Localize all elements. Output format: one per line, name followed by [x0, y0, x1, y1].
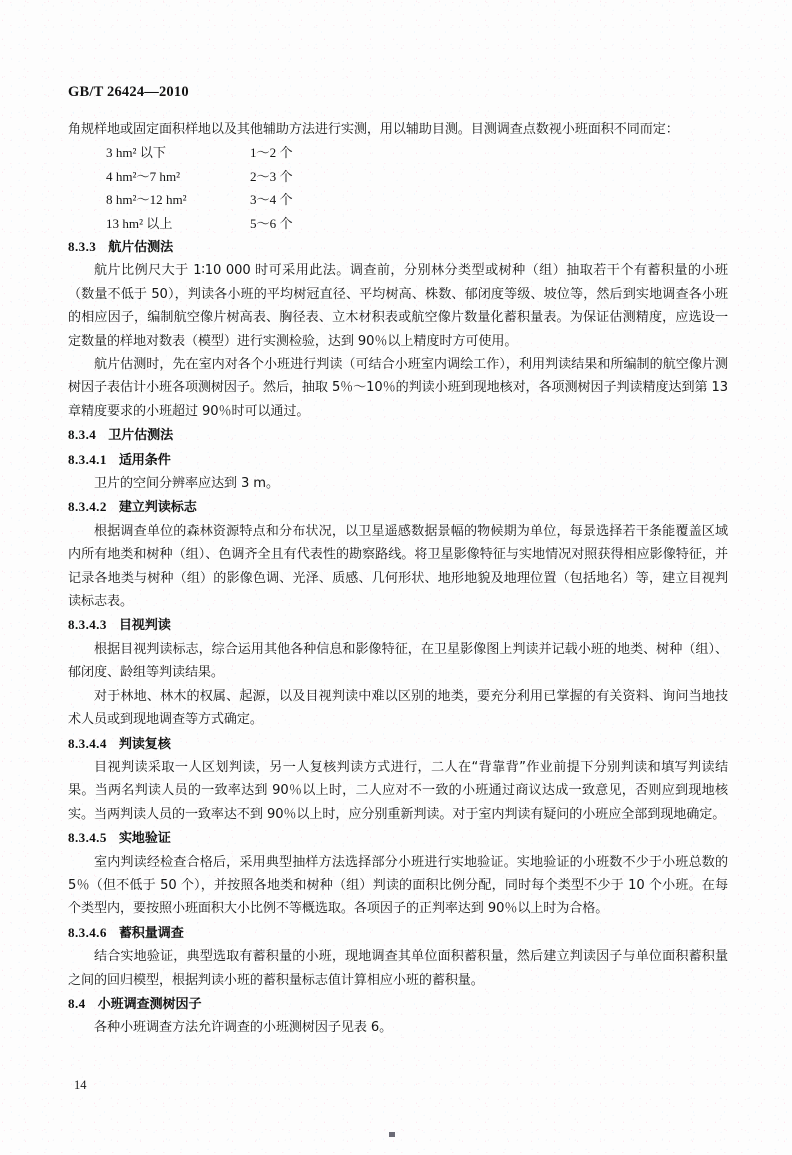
section-paragraph: 根据目视判读标志，综合运用其他各种信息和影像特征，在卫星影像图上判读并记载小班的地类、树种（组）、郁闭度、龄组等判读结果。: [68, 641, 728, 681]
section-heading-8-3-4-1: [68, 448, 728, 472]
section-title: 判读复核: [118, 736, 171, 752]
area-value: 4 hm²～7 hm²: [106, 168, 181, 184]
section-number: 8.4: [68, 995, 86, 1011]
section-title: 目视判读: [118, 618, 171, 634]
section-title: 卫片估测法: [108, 428, 174, 444]
section-paragraph: 航片比例尺大于 1∶10 000 时可采用此法。调查前，分别林分类型或树种（组）抽取若干个有蓄积量的小班（数量不低于 50），判读各小班的平均树冠直径、平均树高、株数、郁闭度等级、坡位等，然后到实地调查各小班的相应因子，编制航空像片树高表、胸径表、立木材积表或航空像片数量化蓄积量表。为保证估测精度，应选设一定数量的样地对数表（模型）进行实测检验，达到 90％以上精度时方可使用。: [68, 263, 728, 349]
section-heading-8-3-4-4: [68, 732, 728, 756]
section-paragraph: 结合实地验证，典型选取有蓄积量的小班，现地调查其单位面积蓄积量，然后建立判读因子与单位面积蓄积量之间的回归模型，根据判读小班的蓄积量标志值计算相应小班的蓄积量。: [68, 949, 728, 988]
section-number: 8.3.4.2: [68, 499, 107, 515]
section-title: 航片估测法: [108, 239, 174, 255]
list-item: [68, 141, 728, 164]
area-point-list: [68, 141, 728, 235]
section-number: 8.3.3: [68, 238, 97, 254]
section-paragraph: 室内判读经检查合格后，采用典型抽样方法选择部分小班进行实地验证。实地验证的小班数不少于小班总数的 5％（但不低于 50 个），并按照各地类和树种（组）判读的面积比例分配，同时每个类型不少于 10 个小班。在每个类型内，要按照小班面积大小比例不等概选取。各项因子的正判率达到 90％以上时为合格。: [68, 854, 728, 917]
area-value: 3 hm² 以下: [106, 145, 166, 161]
section-heading-8-3-4-2: [68, 495, 728, 519]
section-paragraph: 对于林地、林木的权属、起源，以及目视判读中难以区别的地类，要充分利用已掌握的有关资料、询问当地技术人员或到现地调查等方式确定。: [68, 688, 728, 728]
page-body: [68, 118, 728, 1040]
points-value: 2～3 个: [250, 168, 293, 184]
list-item: [68, 165, 728, 188]
points-value: 5～6 个: [250, 215, 293, 231]
standard-number-header: GB/T 26424—2010: [68, 84, 189, 100]
section-heading-8-3-3: [68, 235, 728, 259]
section-paragraph: 航片估测时，先在室内对各个小班进行判读（可结合小班室内调绘工作），利用判读结果和所编制的航空像片测树因子表估计小班各项测树因子。然后，抽取 5％～10％的判读小班到现地核对，各项测树因子判读精度达到第 13 章精度要求的小班超过 90％时可以通过。: [68, 357, 728, 419]
section-title: 小班调查测树因子: [97, 996, 202, 1012]
area-value: 8 hm²～12 hm²: [106, 192, 187, 208]
section-paragraph: 目视判读采取一人区划判读，另一人复核判读方式进行，二人在“背靠背”作业前提下分别判读和填写判读结果。当两名判读人员的一致率达到 90％以上时，二人应对不一致的小班通过商议达成一致意见，否则应到现地核实。当两判读人员的一致率达不到 90％以上时，应分别重新判读。对于室内判读有疑问的小班应全部到现地确定。: [68, 759, 728, 822]
section-heading-8-3-4-6: [68, 921, 728, 945]
section-paragraph: 卫片的空间分辨率应达到 3 m。: [94, 476, 279, 492]
section-heading-8-3-4: [68, 423, 728, 447]
section-heading-8-4: [68, 992, 728, 1016]
section-number: 8.3.4.6: [68, 924, 107, 940]
section-number: 8.3.4.3: [68, 617, 107, 633]
section-title: 实地验证: [118, 831, 171, 847]
section-heading-8-3-4-3: [68, 613, 728, 637]
page-number: 14: [74, 1078, 87, 1092]
points-value: 1～2 个: [250, 145, 293, 161]
area-value: 13 hm² 以上: [106, 215, 173, 231]
section-paragraph: 各种小班调查方法允许调查的小班测树因子见表 6。: [94, 1020, 393, 1036]
section-number: 8.3.4.4: [68, 735, 107, 751]
section-number: 8.3.4: [68, 427, 97, 443]
section-number: 8.3.4.5: [68, 830, 107, 846]
list-item: [68, 188, 728, 211]
points-value: 3～4 个: [250, 192, 293, 208]
scan-artifact-speck: [389, 1132, 395, 1137]
section-heading-8-3-4-5: [68, 826, 728, 850]
section-number: 8.3.4.1: [68, 451, 107, 467]
section-title: 蓄积量调查: [118, 925, 184, 941]
section-title: 建立判读标志: [118, 500, 197, 516]
list-item: [68, 212, 728, 235]
intro-paragraph: 角规样地或固定面积样地以及其他辅助方法进行实测，用以辅助目测。目测调查点数视小班面积不同而定：: [68, 122, 679, 137]
section-title: 适用条件: [118, 452, 171, 468]
section-paragraph: 根据调查单位的森林资源特点和分布状况，以卫星遥感数据景幅的物候期为单位，每景选择若干条能覆盖区域内所有地类和树种（组）、色调齐全且有代表性的勘察路线。将卫星影像特征与实地情况对照获得相应影像特征，并记录各地类与树种（组）的影像色调、光泽、质感、几何形状、地形地貌及地理位置（包括地名）等，建立目视判读标志表。: [68, 523, 728, 610]
